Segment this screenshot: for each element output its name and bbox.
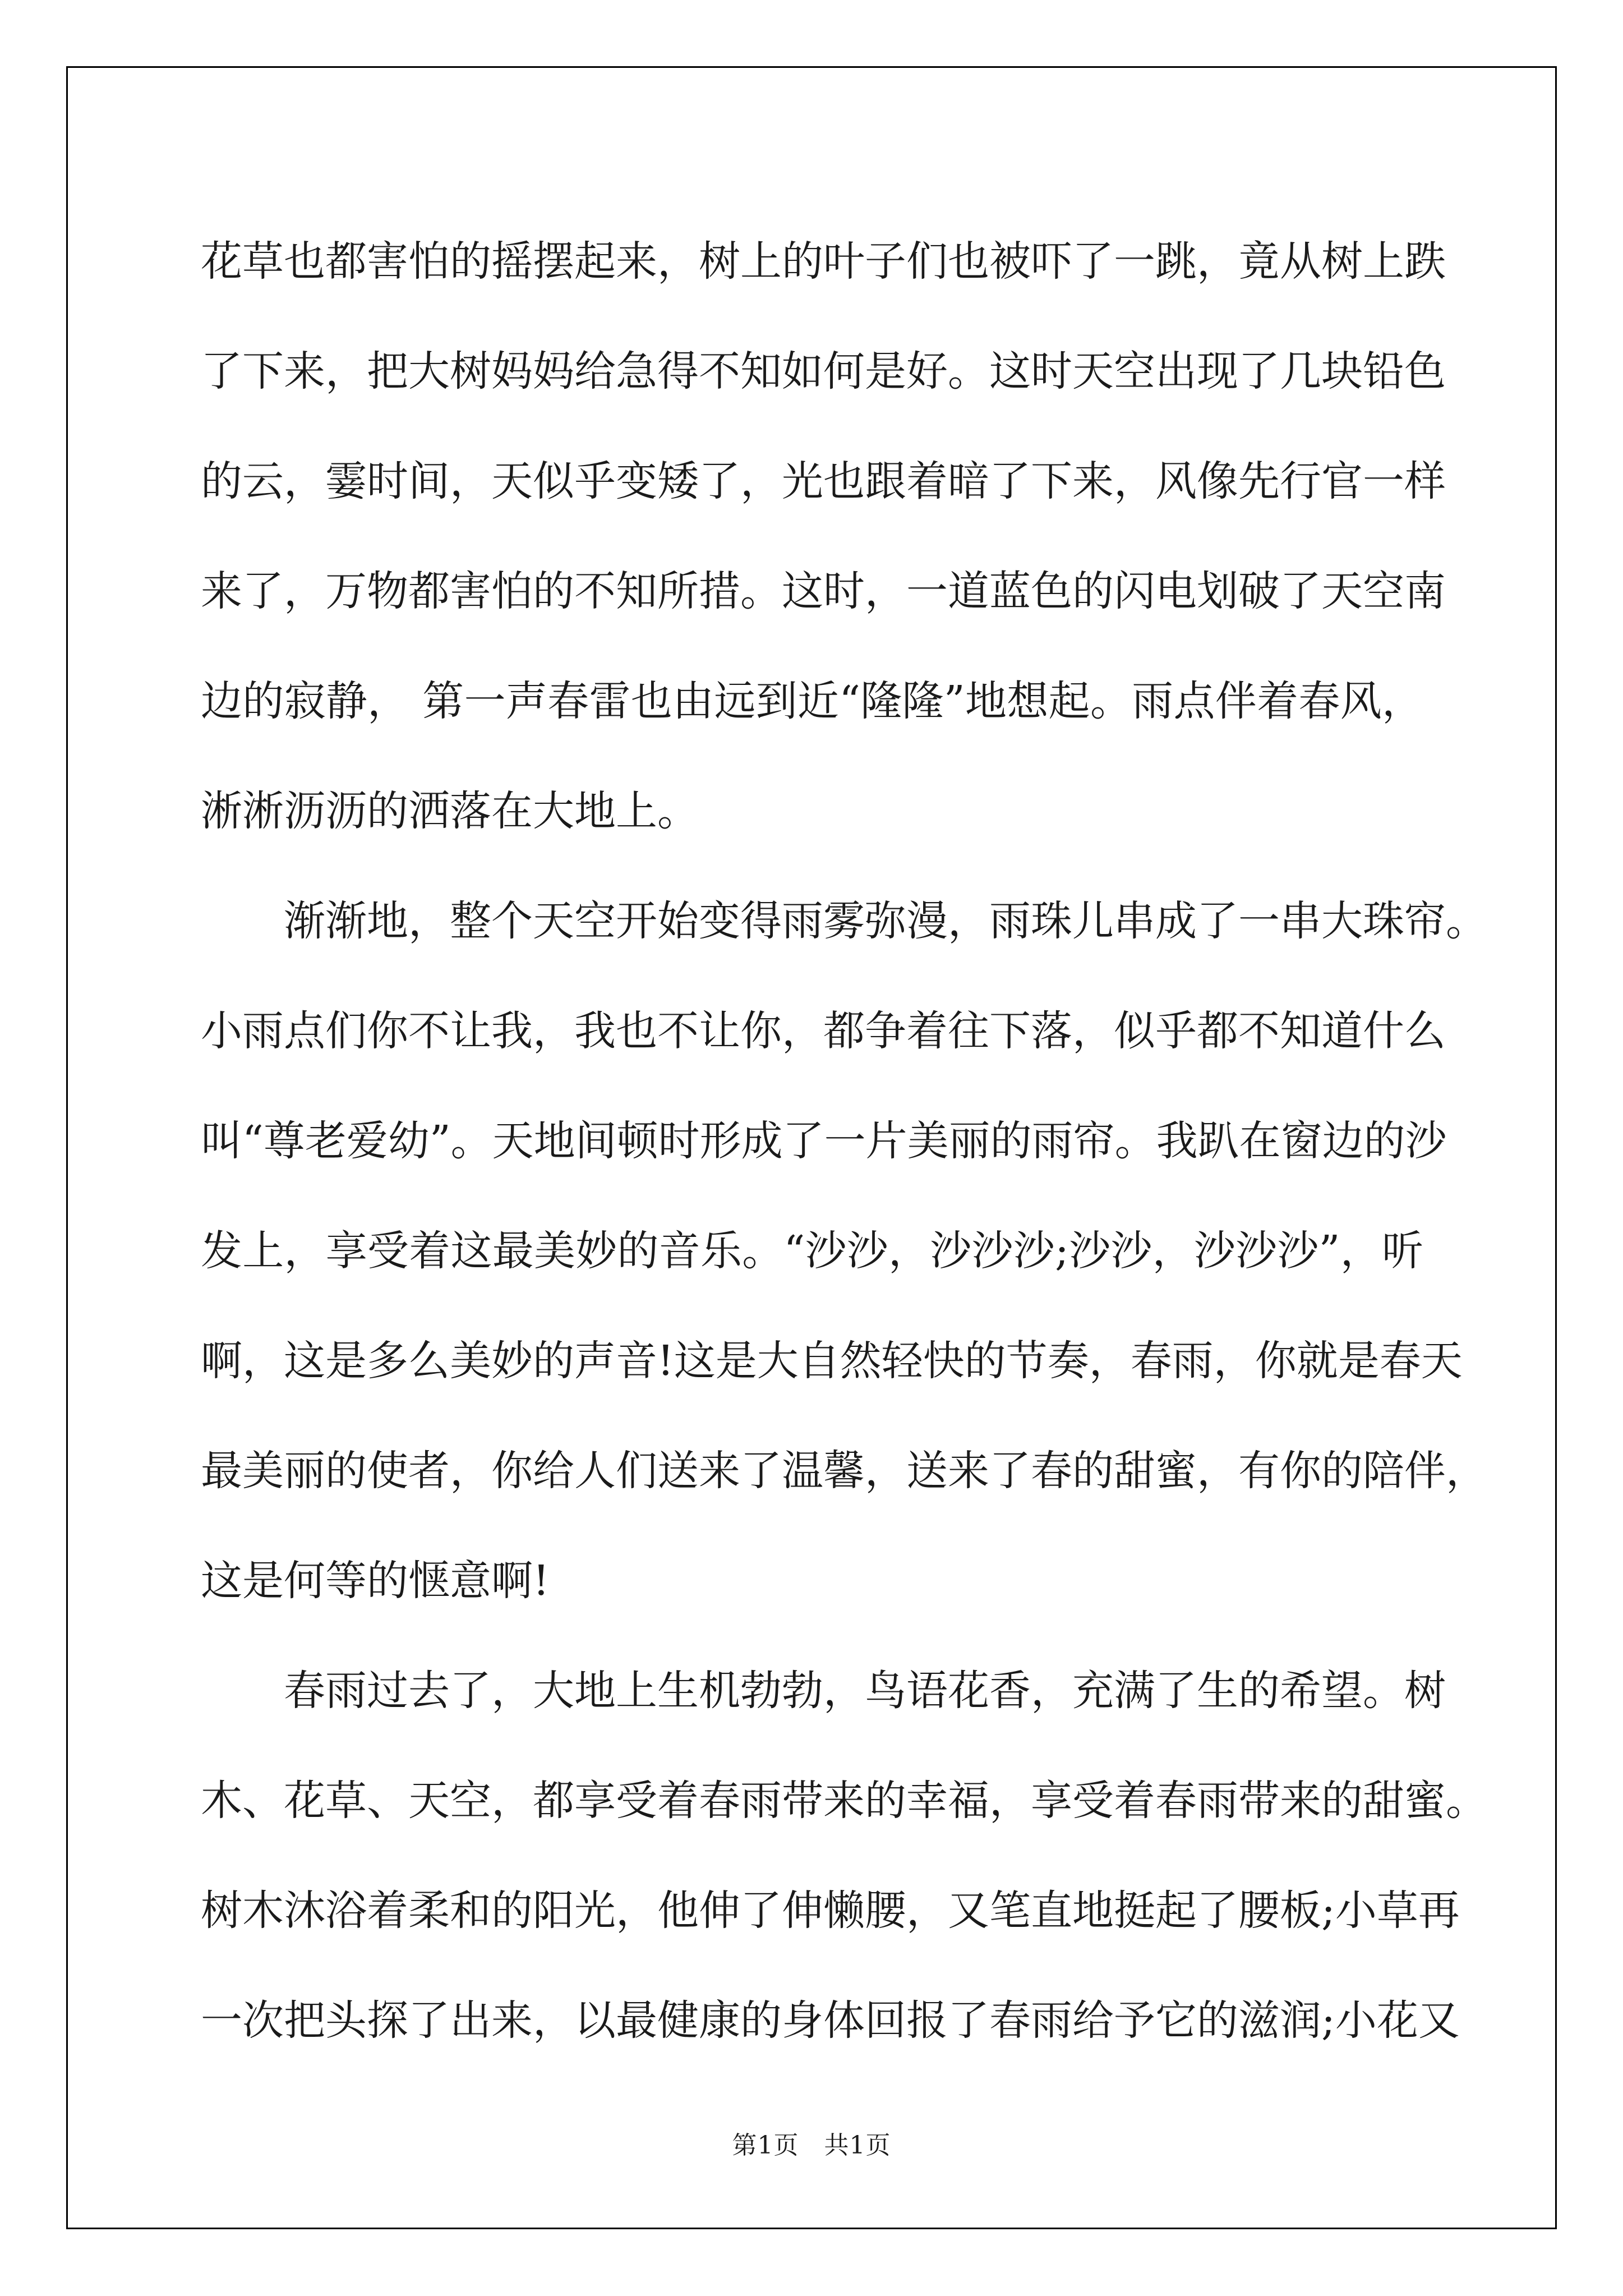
text-line: 了下来，把大树妈妈给急得不知如何是好。这时天空出现了几块铅色 (201, 347, 1446, 395)
text-line: 淅淅沥沥的洒落在大地上。 (201, 787, 699, 835)
text-line: 树木沐浴着柔和的阳光，他伸了伸懒腰，又笔直地挺起了腰板;小草再 (201, 1887, 1460, 1935)
text-line: 来了，万物都害怕的不知所措。这时，一道蓝色的闪电划破了天空南 (201, 567, 1446, 615)
page-number-footer: 第1页 共1页 (732, 2131, 891, 2160)
text-line: 木、花草、天空，都享受着春雨带来的幸福，享受着春雨带来的甜蜜。 (201, 1777, 1487, 1825)
text-line: 这是何等的惬意啊! (201, 1557, 550, 1605)
paragraph (201, 866, 1487, 1636)
text-line: 花草也都害怕的摇摆起来，树上的叶子们也被吓了一跳，竟从树上跌 (201, 237, 1446, 286)
text-line: 渐渐地，整个天空开始变得雨雾弥漫，雨珠儿串成了一串大珠帘。 (284, 897, 1487, 945)
paragraph (201, 206, 1446, 866)
text-line: 春雨过去了，大地上生机勃勃，鸟语花香，充满了生的希望。树 (284, 1667, 1446, 1715)
text-line: 边的寂静， 第一声春雷也由远到近“隆隆”地想起。雨点伴着春风， (201, 677, 1423, 725)
text-line: 叫“尊老爱幼”。天地间顿时形成了一片美丽的雨帘。我趴在窗边的沙 (201, 1117, 1447, 1165)
document-body (201, 206, 1487, 2076)
text-line: 最美丽的使者，你给人们送来了温馨，送来了春的甜蜜，有你的陪伴， (201, 1447, 1487, 1495)
text-line: 啊，这是多么美妙的声音!这是大自然轻快的节奏，春雨，你就是春天 (201, 1337, 1463, 1385)
text-line: 发上，享受着这最美妙的音乐。“沙沙，沙沙沙;沙沙，沙沙沙”，听 (201, 1227, 1423, 1275)
text-line: 一次把头探了出来，以最健康的身体回报了春雨给予它的滋润;小花又 (201, 1996, 1460, 2045)
paragraph (201, 1636, 1487, 2076)
text-line: 小雨点们你不让我，我也不让你，都争着往下落，似乎都不知道什么 (201, 1007, 1446, 1055)
text-line: 的云，霎时间，天似乎变矮了，光也跟着暗了下来，风像先行官一样 (201, 457, 1446, 505)
